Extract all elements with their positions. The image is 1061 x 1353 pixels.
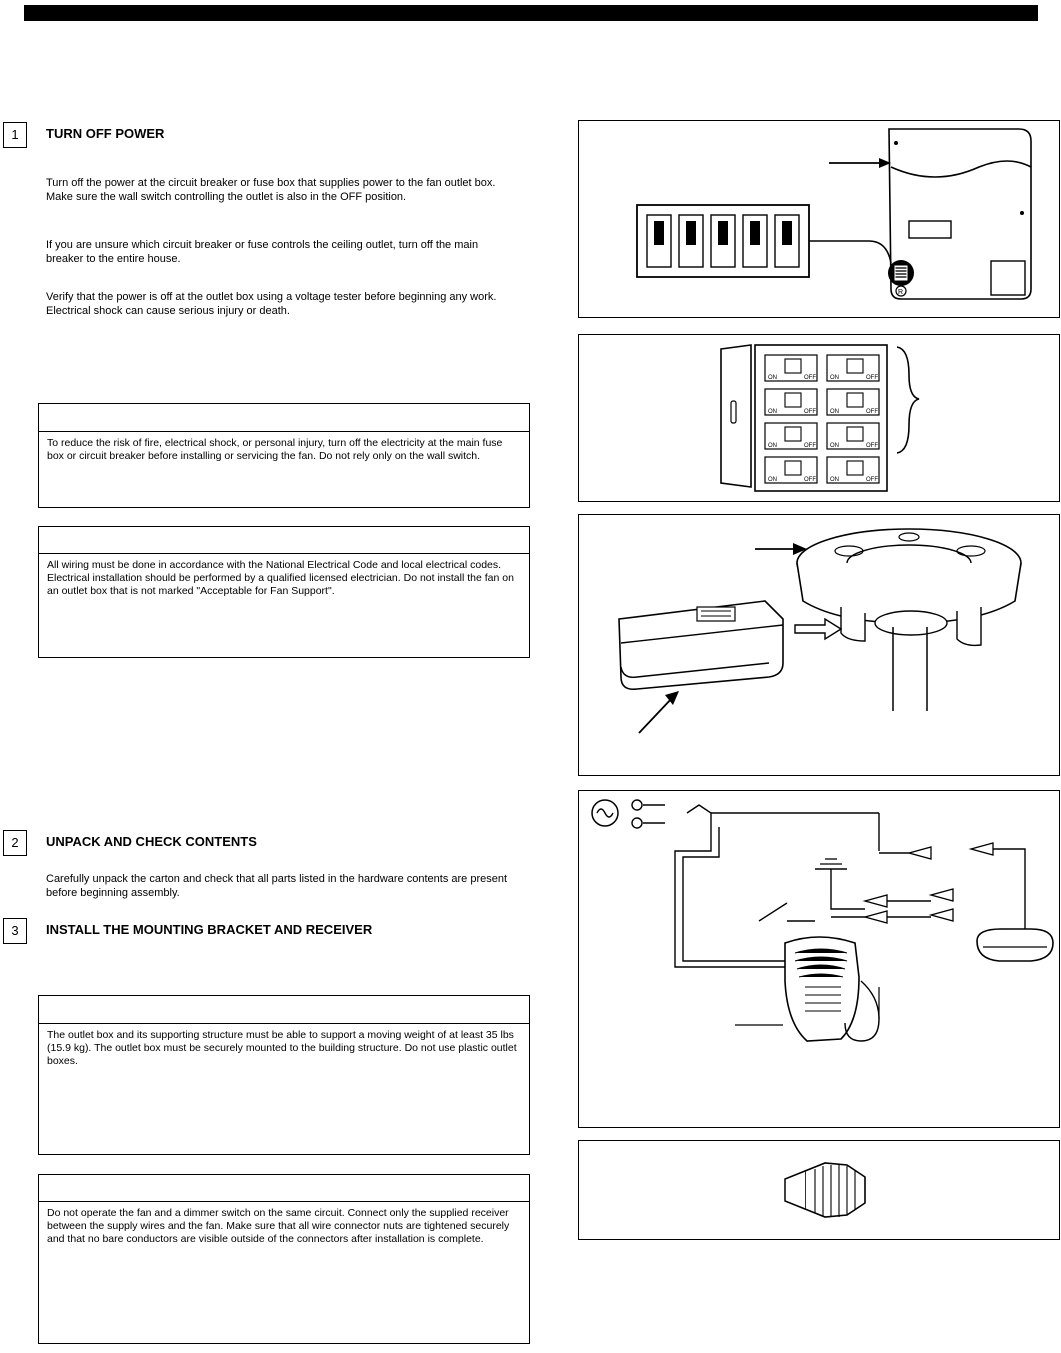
svg-text:OFF: OFF (804, 443, 816, 449)
caution-notice-1-header (39, 527, 529, 554)
svg-text:ON: ON (830, 409, 839, 415)
step-title-3: INSTALL THE MOUNTING BRACKET AND RECEIVER (46, 922, 373, 937)
svg-text:OFF: OFF (866, 477, 878, 483)
svg-text:OFF: OFF (866, 443, 878, 449)
step-title-2: UNPACK AND CHECK CONTENTS (46, 834, 257, 849)
step-title-1: TURN OFF POWER (46, 126, 165, 141)
step-number-2: 2 (3, 830, 27, 856)
step-number-3: 3 (3, 918, 27, 944)
step-1-paragraph-1: Turn off the power at the circuit breaker or fuse box that supplies power to the fan outlet box. Make sure the wall switch controlling the outlet is also in the OFF position. (46, 177, 496, 203)
svg-text:ON: ON (768, 477, 777, 483)
warning-notice-2-text: The outlet box and its supporting structure must be able to support a moving weight of at least 35 lbs (15.9 kg). The outlet box must be securely mounted to the building structure. Do not use plastic outlet boxes. (47, 1029, 517, 1067)
step-2-paragraph-1: Carefully unpack the carton and check that all parts listed in the hardware contents are present before beginning assembly. (46, 873, 508, 899)
svg-text:ON: ON (830, 477, 839, 483)
receiver-into-bracket-figure (578, 514, 1060, 776)
receiver-dip-switch-figure (578, 120, 1060, 318)
svg-text:ON: ON (768, 375, 777, 381)
warning-notice-1 (38, 403, 530, 508)
caution-notice-2-text: Do not operate the fan and a dimmer switch on the same circuit. Connect only the supplied receiver between the supply wires and the fan. Make sure that all wire connector nuts are tightened securely and that no bare conductors are visible outside of the connectors after installation is complete. (47, 1207, 510, 1245)
step-1-paragraph-2: If you are unsure which circuit breaker or fuse controls the ceiling outlet, turn off the main breaker to the entire house. (46, 239, 479, 265)
wiring-diagram-figure (578, 790, 1060, 1128)
caution-notice-2-header (39, 1175, 529, 1202)
svg-text:ON: ON (768, 409, 777, 415)
svg-text:ON: ON (768, 443, 777, 449)
transmitter-dip-switch-figure (578, 334, 1060, 502)
svg-text:OFF: OFF (804, 375, 816, 381)
svg-text:OFF: OFF (804, 409, 816, 415)
warning-notice-2 (38, 995, 530, 1155)
wire-connector-figure (578, 1140, 1060, 1240)
page-top-rule (24, 5, 1038, 21)
step-1-paragraph-3: Verify that the power is off at the outlet box using a voltage tester before beginning any work. Electrical shock can cause serious injury or death. (46, 291, 497, 317)
warning-notice-1-text: To reduce the risk of fire, electrical shock, or personal injury, turn off the electricity at the main fuse box or circuit breaker before installing or servicing the fan. Do not rely only on the wall switch. (47, 437, 503, 462)
svg-text:OFF: OFF (804, 477, 816, 483)
svg-text:R: R (898, 289, 904, 296)
svg-text:OFF: OFF (866, 409, 878, 415)
svg-text:ON: ON (830, 375, 839, 381)
warning-notice-2-header (39, 996, 529, 1024)
caution-notice-1 (38, 526, 530, 658)
svg-text:ON: ON (830, 443, 839, 449)
warning-notice-1-header (39, 404, 529, 432)
step-number-1: 1 (3, 122, 27, 148)
caution-notice-1-text: All wiring must be done in accordance with the National Electrical Code and local electrical codes. Electrical installation should be performed by a qualified licensed electrician. Do not install the fan on an outlet box that is not marked "Acceptable for Fan Support". (47, 559, 514, 597)
svg-text:OFF: OFF (866, 375, 878, 381)
caution-notice-2 (38, 1174, 530, 1344)
